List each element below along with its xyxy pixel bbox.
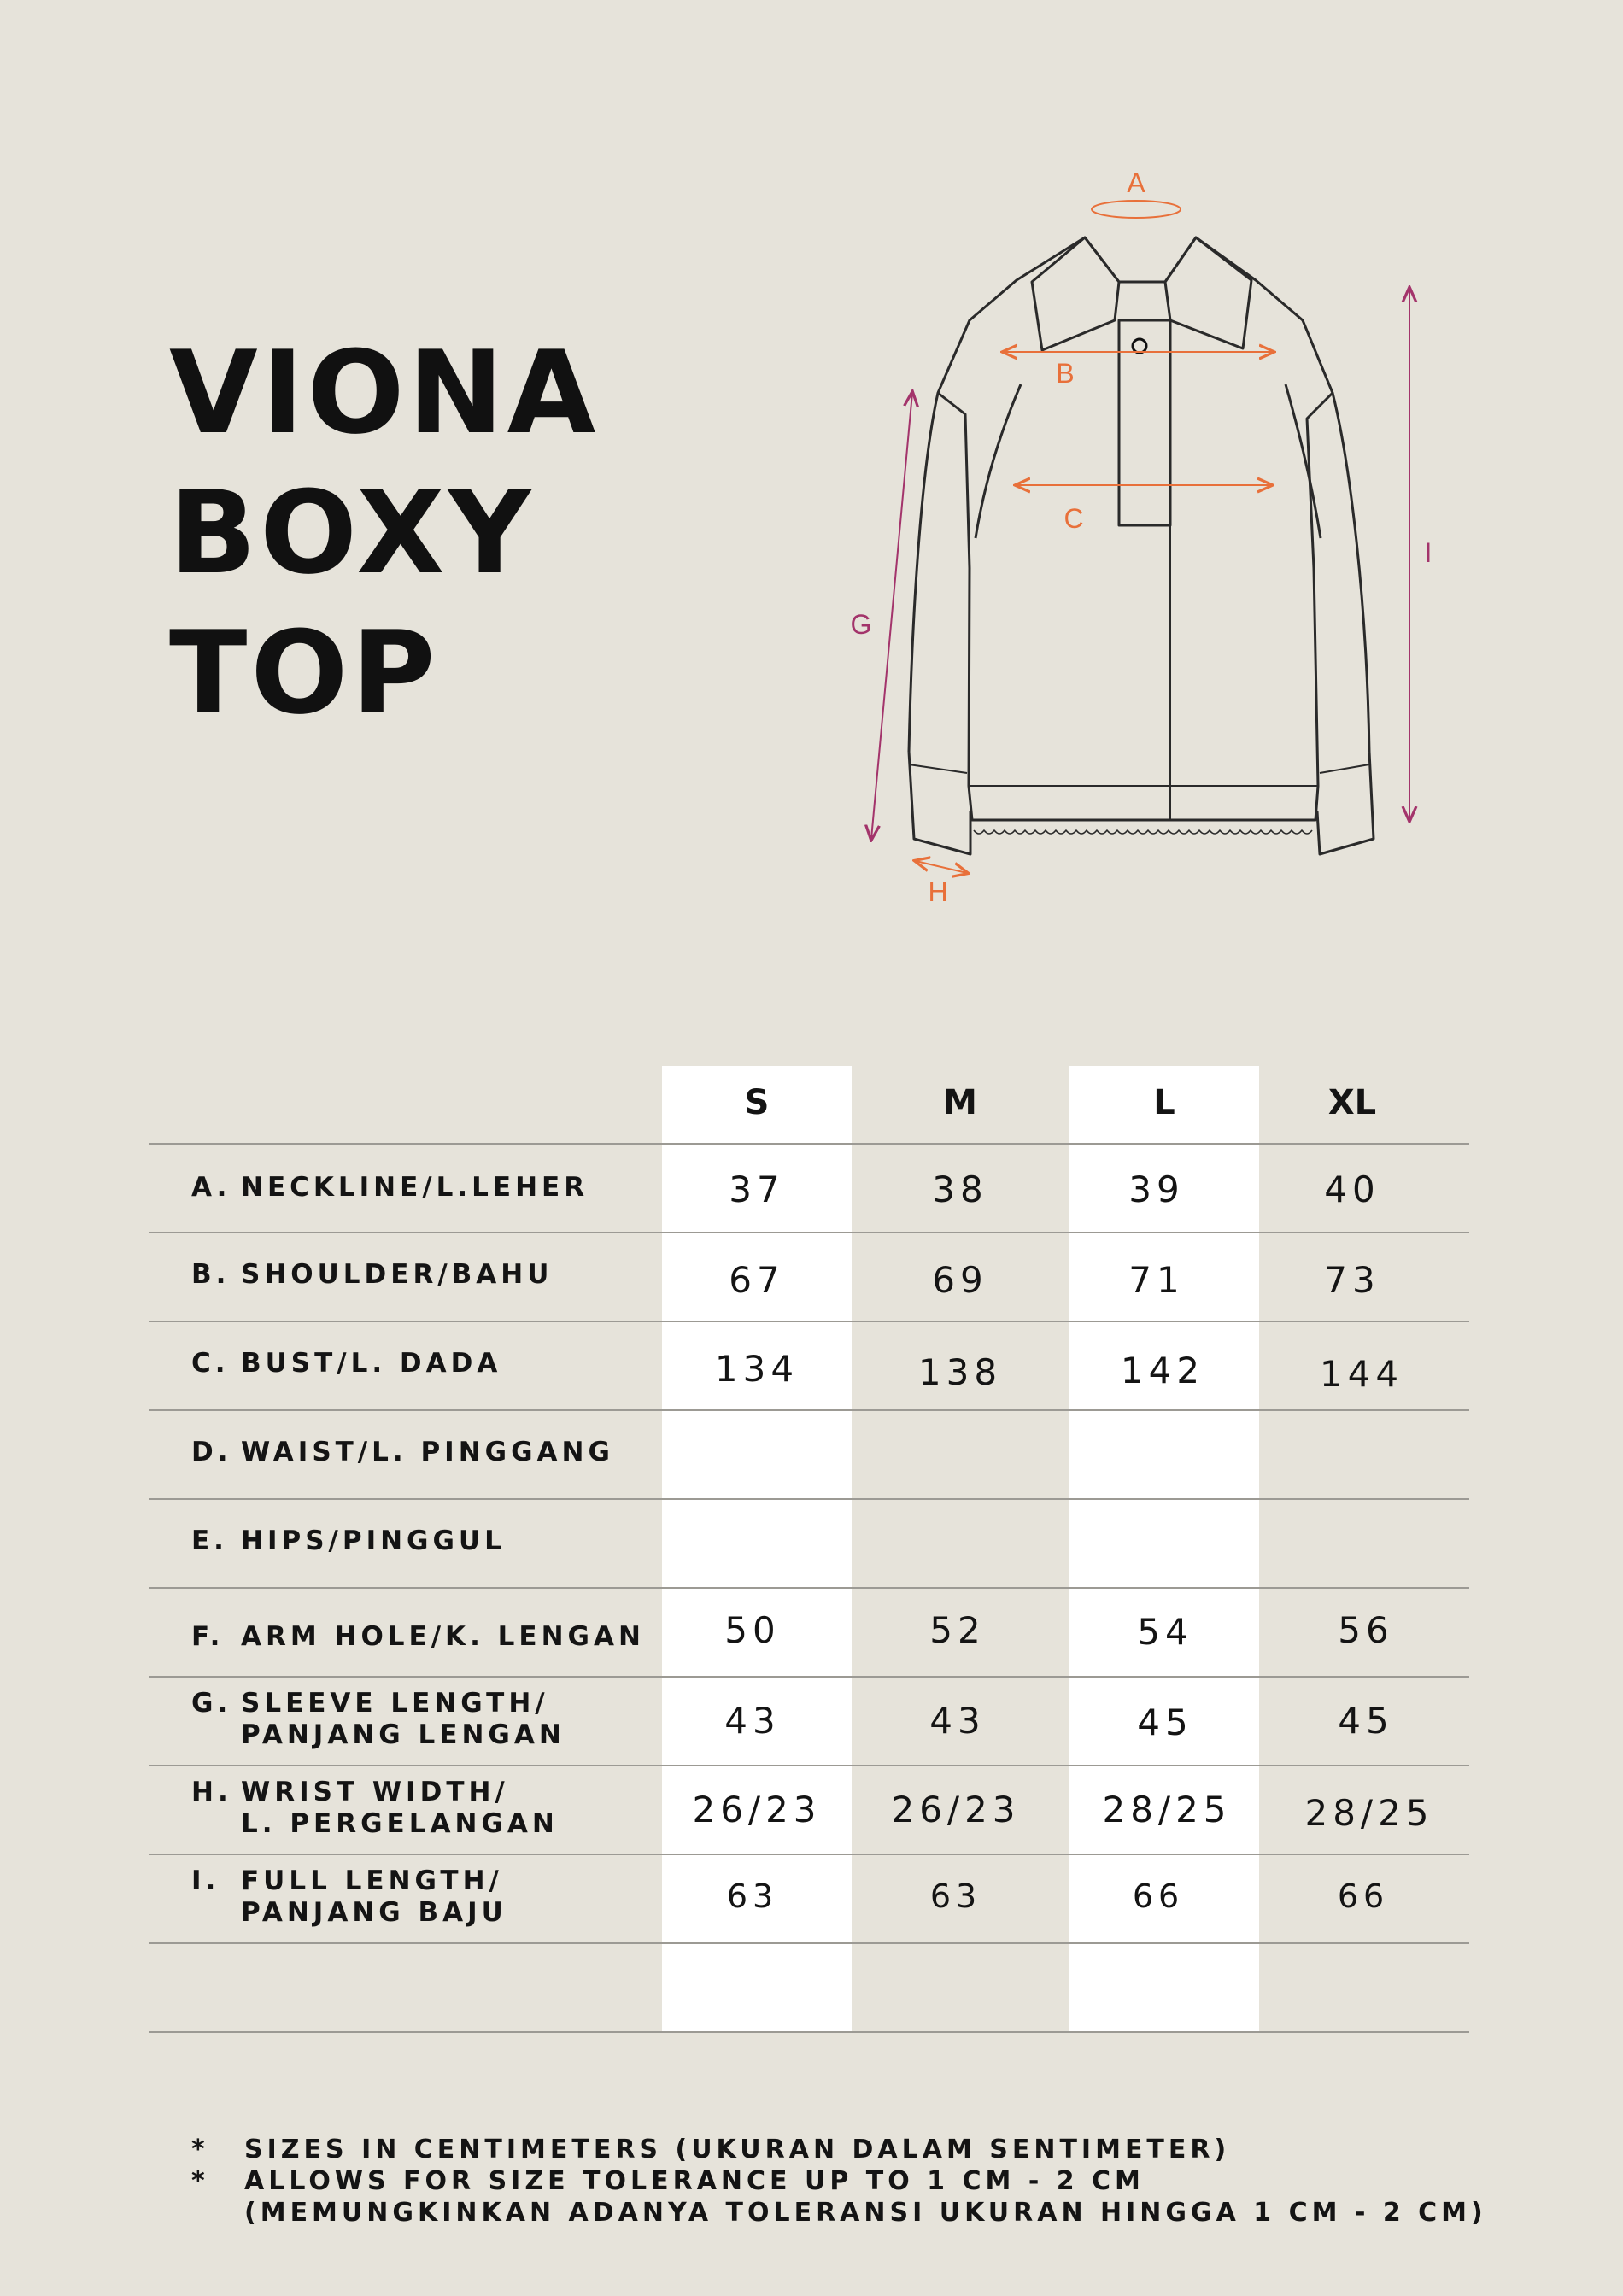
rule (149, 1765, 1469, 1766)
row-label-bust: C. BUST/L. DADA (191, 1348, 502, 1379)
cell-f-s: 50 (724, 1609, 781, 1651)
cell-h-m: 26/23 (891, 1789, 1021, 1830)
cell-i-l: 66 (1132, 1877, 1185, 1915)
footnote-2: * ALLOWS FOR SIZE TOLERANCE UP TO 1 CM - 2 CM (191, 2166, 1145, 2196)
rule (149, 1232, 1469, 1233)
title-line-2: BOXY (169, 466, 535, 600)
title-line-3: TOP (169, 606, 439, 740)
rule (149, 1676, 1469, 1678)
size-header-m: M (943, 1083, 977, 1122)
row-label-hips: E. HIPS/PINGGUL (191, 1526, 506, 1556)
cell-b-xl: 73 (1324, 1259, 1380, 1301)
cell-a-s: 37 (729, 1168, 785, 1210)
cell-b-m: 69 (932, 1259, 988, 1301)
label-b: B (1056, 358, 1075, 389)
title-line-1: VIONA (169, 326, 600, 460)
cell-f-l: 54 (1137, 1611, 1193, 1653)
cell-i-m: 63 (929, 1877, 982, 1915)
cell-c-s: 134 (714, 1348, 800, 1390)
cell-i-s: 63 (726, 1877, 779, 1915)
label-g: G (850, 609, 872, 640)
cell-b-s: 67 (729, 1259, 785, 1301)
cell-h-s: 26/23 (692, 1789, 822, 1830)
cell-a-l: 39 (1128, 1168, 1185, 1210)
rule (149, 1409, 1469, 1411)
row-label-waist: D. WAIST/L. PINGGANG (191, 1437, 614, 1467)
row-label-arm-hole: F. ARM HOLE/K. LENGAN (191, 1621, 645, 1652)
size-header-l: L (1153, 1083, 1175, 1122)
row-label-full-length: I. FULL LENGTH/ PANJANG BAJU (191, 1866, 507, 1928)
cell-g-l: 45 (1137, 1702, 1193, 1743)
cell-g-xl: 45 (1338, 1700, 1394, 1742)
label-a: A (1127, 167, 1145, 198)
cell-h-l: 28/25 (1102, 1789, 1232, 1830)
rule (149, 1854, 1469, 1855)
label-h: H (928, 876, 948, 907)
footnote-2-translation: (MEMUNGKINKAN ADANYA TOLERANSI UKURAN HINGGA 1 CM - 2 CM) (244, 2198, 1487, 2228)
cell-g-m: 43 (929, 1700, 986, 1742)
cell-f-m: 52 (929, 1609, 986, 1651)
cell-g-s: 43 (724, 1700, 781, 1742)
size-header-s: S (744, 1083, 770, 1122)
size-header-xl: XL (1327, 1083, 1377, 1122)
footnotes (191, 2134, 1487, 2229)
rule (149, 1321, 1469, 1322)
cell-a-m: 38 (932, 1168, 988, 1210)
cell-c-xl: 144 (1319, 1353, 1404, 1395)
cell-h-xl: 28/25 (1304, 1792, 1434, 1834)
cell-c-l: 142 (1120, 1350, 1205, 1391)
cell-c-m: 138 (917, 1351, 1003, 1393)
footnote-1: * SIZES IN CENTIMETERS (UKURAN DALAM SENTIMETER) (191, 2135, 1231, 2164)
rule (149, 1143, 1469, 1145)
cell-a-xl: 40 (1324, 1168, 1380, 1210)
row-label-neckline: A. NECKLINE/L.LEHER (191, 1172, 589, 1203)
rule (149, 1942, 1469, 1944)
rule (149, 1587, 1469, 1589)
rule (149, 2031, 1469, 2033)
label-c: C (1063, 503, 1084, 534)
row-label-sleeve-length: G. SLEEVE LENGTH/ PANJANG LENGAN (191, 1688, 565, 1750)
cell-f-xl: 56 (1338, 1609, 1394, 1651)
label-i: I (1424, 537, 1433, 568)
cell-i-xl: 66 (1337, 1877, 1390, 1915)
cell-b-l: 71 (1128, 1259, 1185, 1301)
row-label-shoulder: B. SHOULDER/BAHU (191, 1259, 554, 1290)
row-label-wrist-width: H. WRIST WIDTH/ L. PERGELANGAN (191, 1777, 559, 1839)
rule (149, 1498, 1469, 1500)
